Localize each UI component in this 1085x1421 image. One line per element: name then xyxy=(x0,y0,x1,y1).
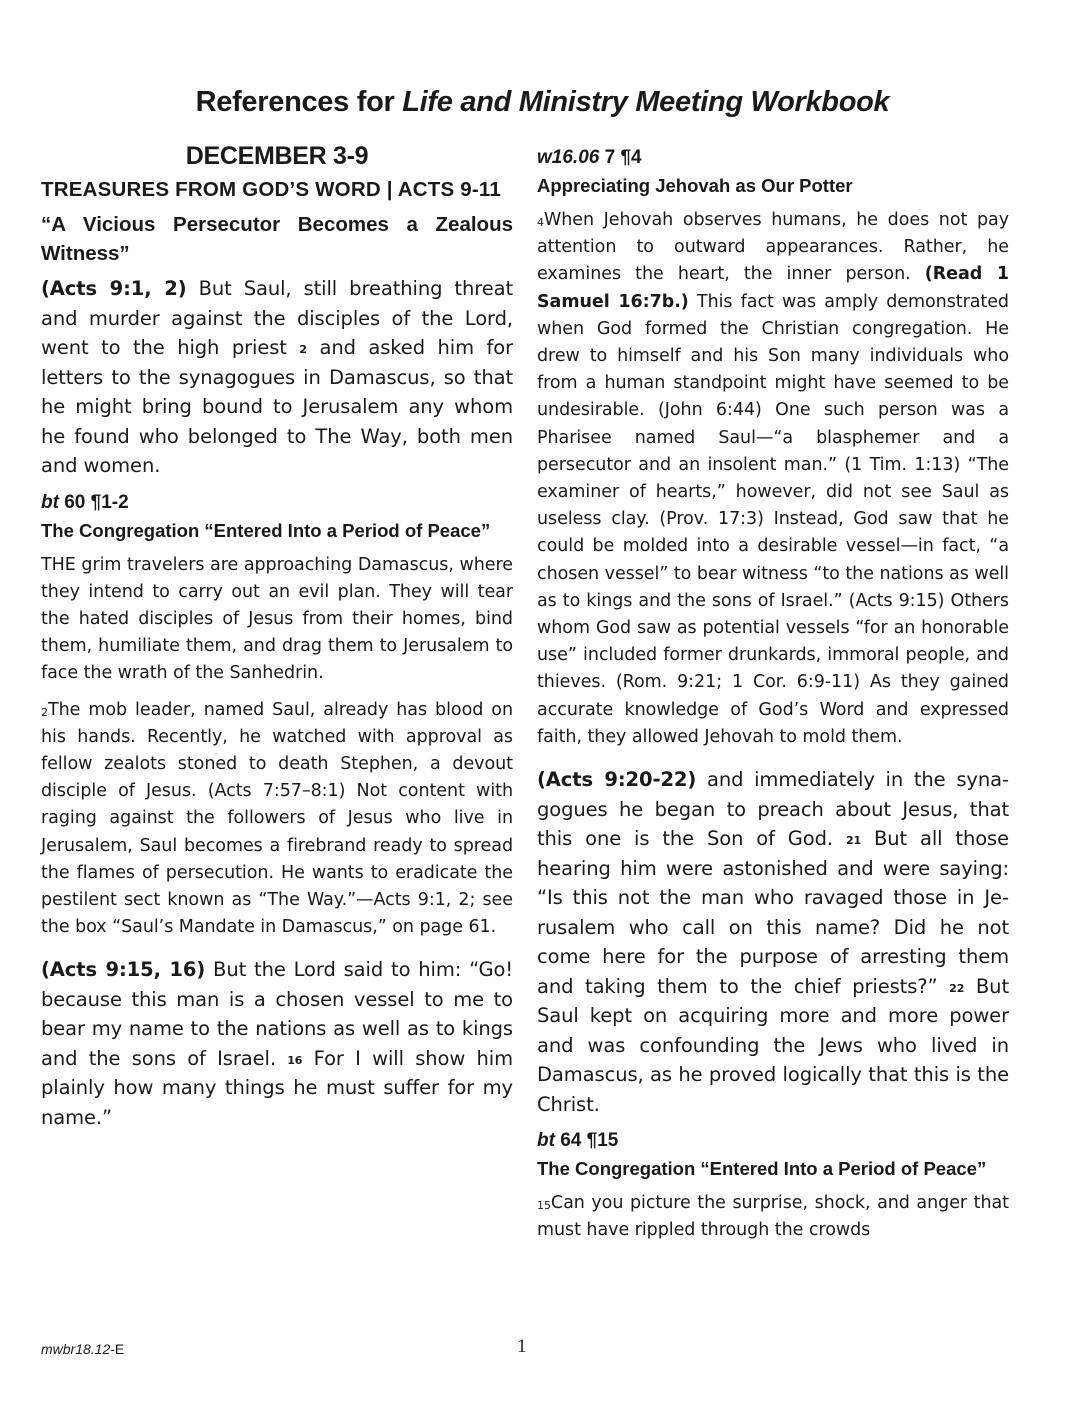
paragraph xyxy=(537,1190,1009,1244)
publication-code: w16.06 xyxy=(537,147,600,168)
paragraph-number: 4 xyxy=(537,216,544,229)
paragraph-number: 15 xyxy=(537,1199,551,1213)
source-reference[interactable] xyxy=(537,144,1009,172)
scripture-reference[interactable]: (Acts 9:15, 16) xyxy=(41,958,206,982)
paragraph-location: 64 ¶15 xyxy=(554,1130,619,1152)
article-title: Appreciating Jehovah as Our Potter xyxy=(537,175,853,196)
article-title: The Congregation “Entered Into a Period of Peace” xyxy=(41,519,491,541)
paragraph xyxy=(537,207,1009,751)
paragraph-location: 60 ¶1-2 xyxy=(58,491,129,513)
scripture-reference[interactable]: (Acts 9:1, 2) xyxy=(41,277,187,300)
read-scripture-link[interactable]: (Read 1 Samuel 16:7b.) xyxy=(537,264,1009,312)
document-code xyxy=(41,1341,124,1357)
scripture-text: But Saul kept on acquiring more and more power and was confounding the Jews who lived in Damascus, as he proved logically that this is the Christ. xyxy=(537,974,1009,1116)
page-title xyxy=(0,86,1085,119)
verse-number: 16 xyxy=(287,1053,303,1067)
scripture-text: For I will show him plainly how many things he must suffer for my name.” xyxy=(41,1046,513,1129)
paragraph: THE grim travelers are approaching Damascus, where they intend to carry out an evil plan. They will tear the hated disciples of Jesus from their homes, bind them, humiliate them, and drag them to Jerusalem to face the wrath of the Sanhedrin. xyxy=(41,554,513,684)
scripture-text: and immediately in the synagogues he began to preach about Jesus, that this one is the Son of God. xyxy=(537,768,1009,851)
theme-heading: “A Vicious Persecutor Becomes a Zealous Witness” xyxy=(41,213,513,265)
title-prefix: References for xyxy=(195,86,403,118)
title-italic: Life and Ministry Meeting Workbook xyxy=(402,86,890,118)
publication-code: bt xyxy=(537,1130,555,1152)
document-code-italic: mwbr18.12 xyxy=(41,1341,111,1357)
paragraph-location: 7 ¶4 xyxy=(599,147,642,168)
source-reference[interactable] xyxy=(41,489,513,517)
verse-number: 21 xyxy=(845,834,862,848)
verse-number: 22 xyxy=(949,981,965,995)
scripture-acts-9-15-16 xyxy=(41,955,513,1132)
scripture-reference[interactable]: (Acts 9:20-22) xyxy=(537,768,697,792)
scripture-acts-9-1-2 xyxy=(41,274,513,481)
scripture-text: But all those hearing him were astonished and were saying: “Is this not the man who ravaged those in Jerusalem who call on this name? Did he not come here for the purpose of arresting them and taking them to the chief priests?” xyxy=(537,827,1009,998)
paragraph-text: The mob leader, named Saul, already has blood on his hands. Recently, he watched with approval as fellow zealots stoned to death Stephen, a devout disciple of Jesus. (Acts 7:57–8:1) Not content with raging against the followers of Jesus who live in Jerusalem, Saul becomes a firebrand ready to spread the flames of persecution. He wants to eradicate the pestilent sect known as “The Way.”—Acts 9:1, 2; see the box “Saul’s Mandate in Damascus,” on page 61. xyxy=(41,699,513,938)
source-reference[interactable] xyxy=(537,1127,1009,1155)
right-column xyxy=(537,140,1009,1253)
scripture-text: But the Lord said to him: “Go! because this man is a chosen vessel to me to bear my name to the nations as well as to kings and the sons of Israel. xyxy=(41,958,514,1070)
week-date-heading: DECEMBER 3-9 xyxy=(185,142,369,170)
paragraph-text: When Jehovah observes humans, he does not pay attention to outward appearances. Rather, he examines the heart, the inner person. xyxy=(537,210,1009,285)
paragraph-number: 2 xyxy=(41,705,48,719)
publication-code: bt xyxy=(41,491,59,513)
paragraph-text: Can you picture the surprise, shock, and anger that must have rippled through the crowds xyxy=(537,1193,1009,1241)
paragraph-text: This fact was amply demonstrated when God formed the Christian congregation. He drew to himself and his Son many individuals who from a human standpoint might have seemed to be undesirable. (John 6:44) One such person was a Pharisee named Saul—“a blasphemer and a persecutor and an insolent man.” (1 Tim. 1:13) “The examiner of hearts,” however, did not see Saul as useless clay. (Prov. 17:3) Instead, God saw that he could be molded into a desirable vessel—in fact, “a chosen vessel” to bear witness “to the nations as well as to kings and the sons of Israel.” (Acts 9:15) Others whom God saw as potential vessels “for an honorable use” included former drunkards, immoral people, and thieves. (Rom. 9:21; 1 Cor. 6:9-11) As they gained accurate knowledge of God’s Word and expressed faith, they allowed Jehovah to mold them. xyxy=(537,291,1009,747)
section-heading: TREASURES FROM GOD’S WORD | ACTS 9-11 xyxy=(41,178,502,201)
scripture-acts-9-20-22 xyxy=(537,765,1009,1119)
verse-number: 2 xyxy=(299,343,307,356)
document-code-suffix: -E xyxy=(110,1341,125,1357)
page-number: 1 xyxy=(517,1336,527,1357)
scripture-text: But Saul, still breathing threat and murder against the disciples of the Lord, went to the high priest xyxy=(41,277,513,359)
paragraph xyxy=(41,697,513,942)
left-column xyxy=(41,140,513,1140)
scripture-text: and asked him for letters to the synagogues in Damascus, so that he might bring bound to Jerusalem any whom he found who belonged to The Way, both men and women. xyxy=(41,336,514,477)
article-title: The Congregation “Entered Into a Period of Peace” xyxy=(537,1158,987,1180)
